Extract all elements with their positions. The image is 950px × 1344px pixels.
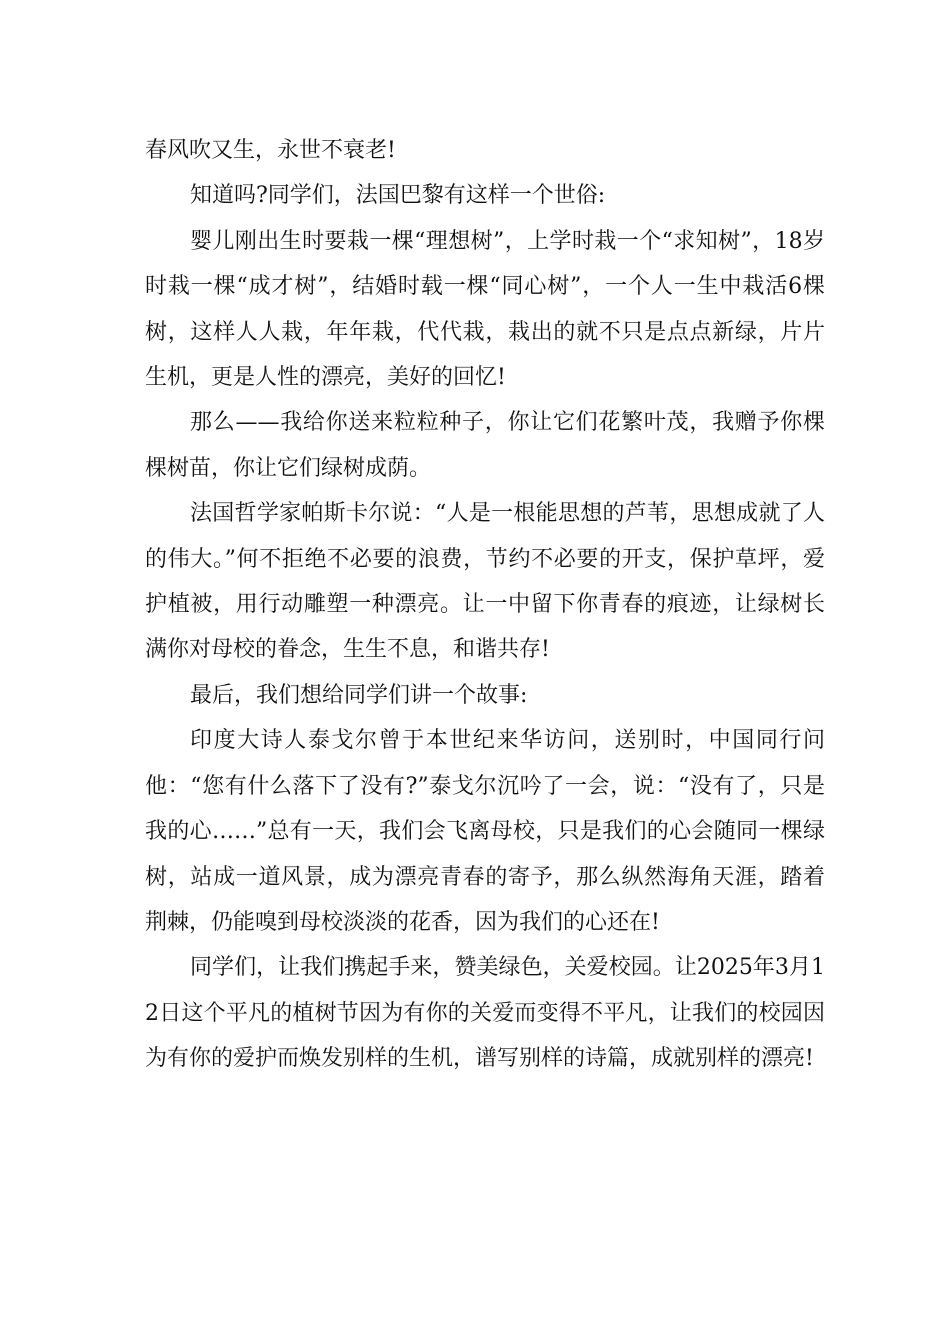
paragraph: 那么——我给你送来粒粒种子，你让它们花繁叶茂，我赠予你棵棵树苗，你让它们绿树成荫。 xyxy=(145,410,825,481)
paragraph: 最后，我们想给同学们讲一个故事: xyxy=(190,682,528,708)
paragraph: 法国哲学家帕斯卡尔说：“人是一根能思想的芦苇，思想成就了人的伟大。”何不拒绝不必要的浪费，节约不必要的开支，保护草坪，爱护植被，用行动雕塑一种漂亮。让一中留下你青春的痕迹，让绿树长满你对母校的眷念，生生不息，和谐共存! xyxy=(145,501,825,663)
paragraph: 同学们，让我们携起手来，赞美绿色，关爱校园。让2025年3月12日这个平凡的植树节因为有你的关爱而变得不平凡，让我们的校园因为有你的爱护而焕发别样的生机，谱写别样的诗篇，成就别样的漂亮! xyxy=(145,955,825,1072)
paragraph-continuation: 春风吹又生，永世不衰老! xyxy=(145,138,396,163)
paragraph: 印度大诗人泰戈尔曾于本世纪来华访问，送别时，中国同行问他：“您有什么落下了没有?”泰戈尔沉吟了一会，说：“没有了，只是我的心……”总有一天，我们会飞离母校，只是我们的心会随同一棵绿树，站成一道风景，成为漂亮青春的寄予，那么纵然海角天涯，踏着荆棘，仍能嗅到母校淡淡的花香，因为我们的心还在! xyxy=(145,728,825,935)
paragraph: 婴儿刚出生时要栽一棵“理想树”，上学时栽一个“求知树”，18岁时栽一棵“成才树”，结婚时载一棵“同心树”，一个人一生中栽活6棵树，这样人人栽，年年栽，代代栽，栽出的就不只是点点新绿，片片生机，更是人性的漂亮，美好的回忆! xyxy=(145,228,825,391)
document-body xyxy=(145,128,825,1082)
paragraph: 知道吗?同学们，法国巴黎有这样一个世俗: xyxy=(190,183,606,209)
